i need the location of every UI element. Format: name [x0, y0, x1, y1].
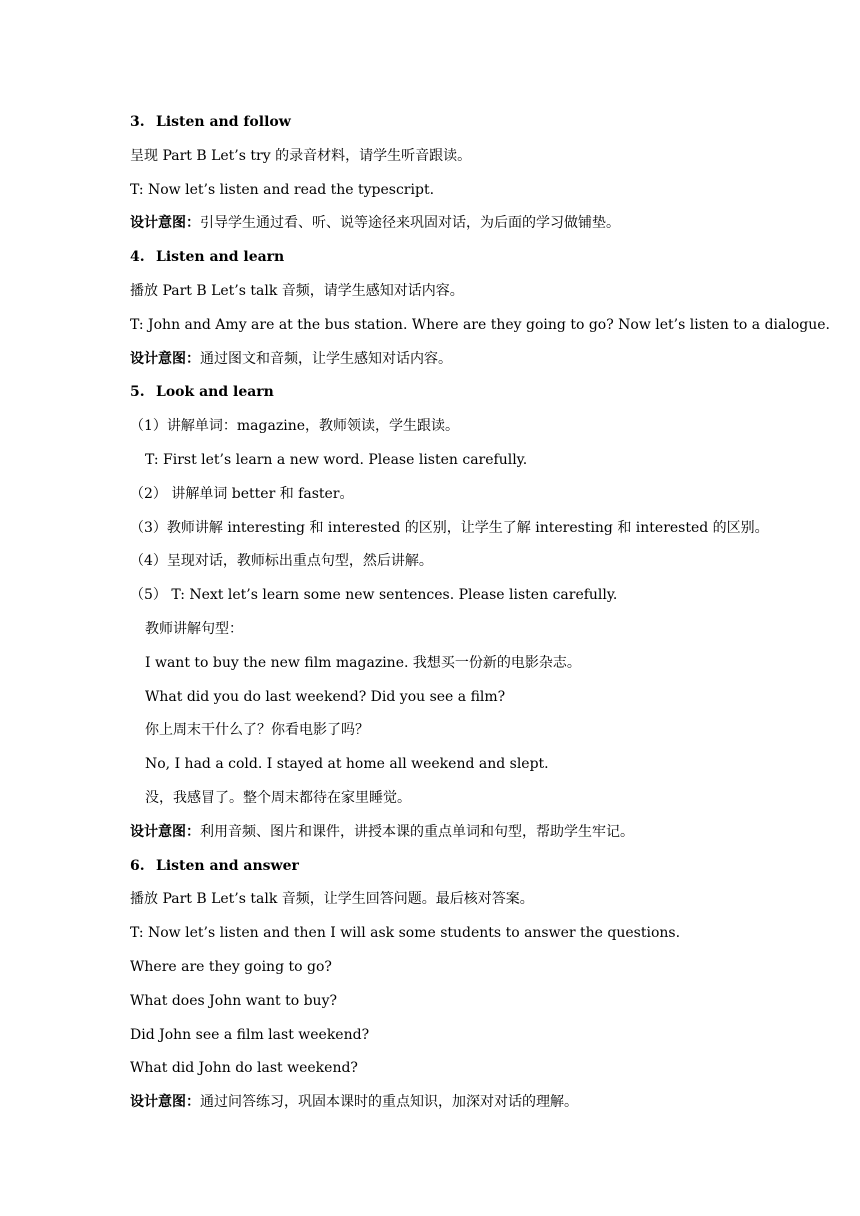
section-title: Listen and follow	[156, 114, 291, 130]
indented-paragraph: 教师讲解句型：	[145, 621, 243, 637]
section-number: 4.	[130, 249, 145, 266]
section-title: Listen and learn	[156, 249, 285, 266]
section-heading	[130, 112, 830, 132]
indented-paragraph: No, I had a cold. I stayed at home all weekend and slept.	[145, 756, 549, 773]
section-title: Look and learn	[156, 384, 274, 401]
section-heading	[130, 856, 830, 876]
paragraph: （2） 讲解单词 better 和 faster。	[130, 485, 354, 502]
paragraph: （1）讲解单词：magazine，教师领读，学生跟读。	[130, 418, 459, 435]
design-intent-text: 利用音频、图片和课件，讲授本课的重点单词和句型，帮助学生牢记。	[200, 823, 634, 840]
design-intent-paragraph	[130, 822, 830, 842]
design-intent-text: 通过问答练习，巩固本课时的重点知识，加深对对话的理解。	[200, 1094, 578, 1111]
design-intent-paragraph	[130, 349, 830, 369]
paragraph: （5） T: Next let’s learn some new sentences. Please listen carefully.	[130, 587, 618, 604]
paragraph: T: Now let’s listen and then I will ask some students to answer the questions.	[130, 925, 681, 942]
indented-paragraph: I want to buy the new film magazine. 我想买一份新的电影杂志。	[145, 654, 581, 671]
paragraph: What does John want to buy?	[130, 992, 337, 1009]
section-heading	[130, 247, 830, 267]
indented-paragraph: 没，我感冒了。整个周末都待在家里睡觉。	[145, 790, 411, 806]
paragraph: 播放 Part B Let’s talk 音频，请学生感知对话内容。	[130, 283, 464, 299]
section-heading	[130, 382, 830, 402]
design-intent-label: 设计意图：	[130, 215, 200, 232]
indented-paragraph: T: First let’s learn a new word. Please listen carefully.	[145, 452, 528, 468]
paragraph: （3）教师讲解 interesting 和 interested 的区别，让学生了解 interesting 和 interested 的区别。	[130, 519, 769, 536]
section-number: 3.	[130, 114, 145, 130]
design-intent-text: 通过图文和音频，让学生感知对话内容。	[200, 350, 452, 367]
design-intent-paragraph	[130, 1092, 830, 1112]
indented-paragraph: 你上周末干什么了？你看电影了吗？	[145, 722, 369, 739]
paragraph: 呈现 Part B Let’s try 的录音材料，请学生听音跟读。	[130, 147, 472, 164]
paragraph: Did John see a film last weekend?	[130, 1026, 370, 1043]
paragraph: （4）呈现对话，教师标出重点句型，然后讲解。	[130, 553, 433, 570]
paragraph: What did John do last weekend?	[130, 1060, 358, 1077]
design-intent-label: 设计意图：	[130, 350, 200, 367]
design-intent-label: 设计意图：	[130, 1094, 200, 1111]
indented-paragraph: What did you do last weekend? Did you see a film?	[145, 688, 506, 705]
section-number: 5.	[130, 384, 145, 401]
design-intent-label: 设计意图：	[130, 823, 200, 840]
paragraph: Where are they going to go?	[130, 959, 332, 975]
paragraph: T: Now let’s listen and read the typescript.	[130, 181, 435, 198]
design-intent-paragraph	[130, 213, 830, 233]
paragraph: 播放 Part B Let’s talk 音频，让学生回答问题。最后核对答案。	[130, 891, 534, 908]
section-number: 6.	[130, 857, 145, 874]
design-intent-text: 引导学生通过看、听、说等途径来巩固对话，为后面的学习做铺垫。	[200, 215, 620, 232]
paragraph: T: John and Amy are at the bus station. Where are they going to go? Now let’s listen to a dialogue.	[130, 316, 830, 333]
section-title: Listen and answer	[156, 857, 299, 874]
